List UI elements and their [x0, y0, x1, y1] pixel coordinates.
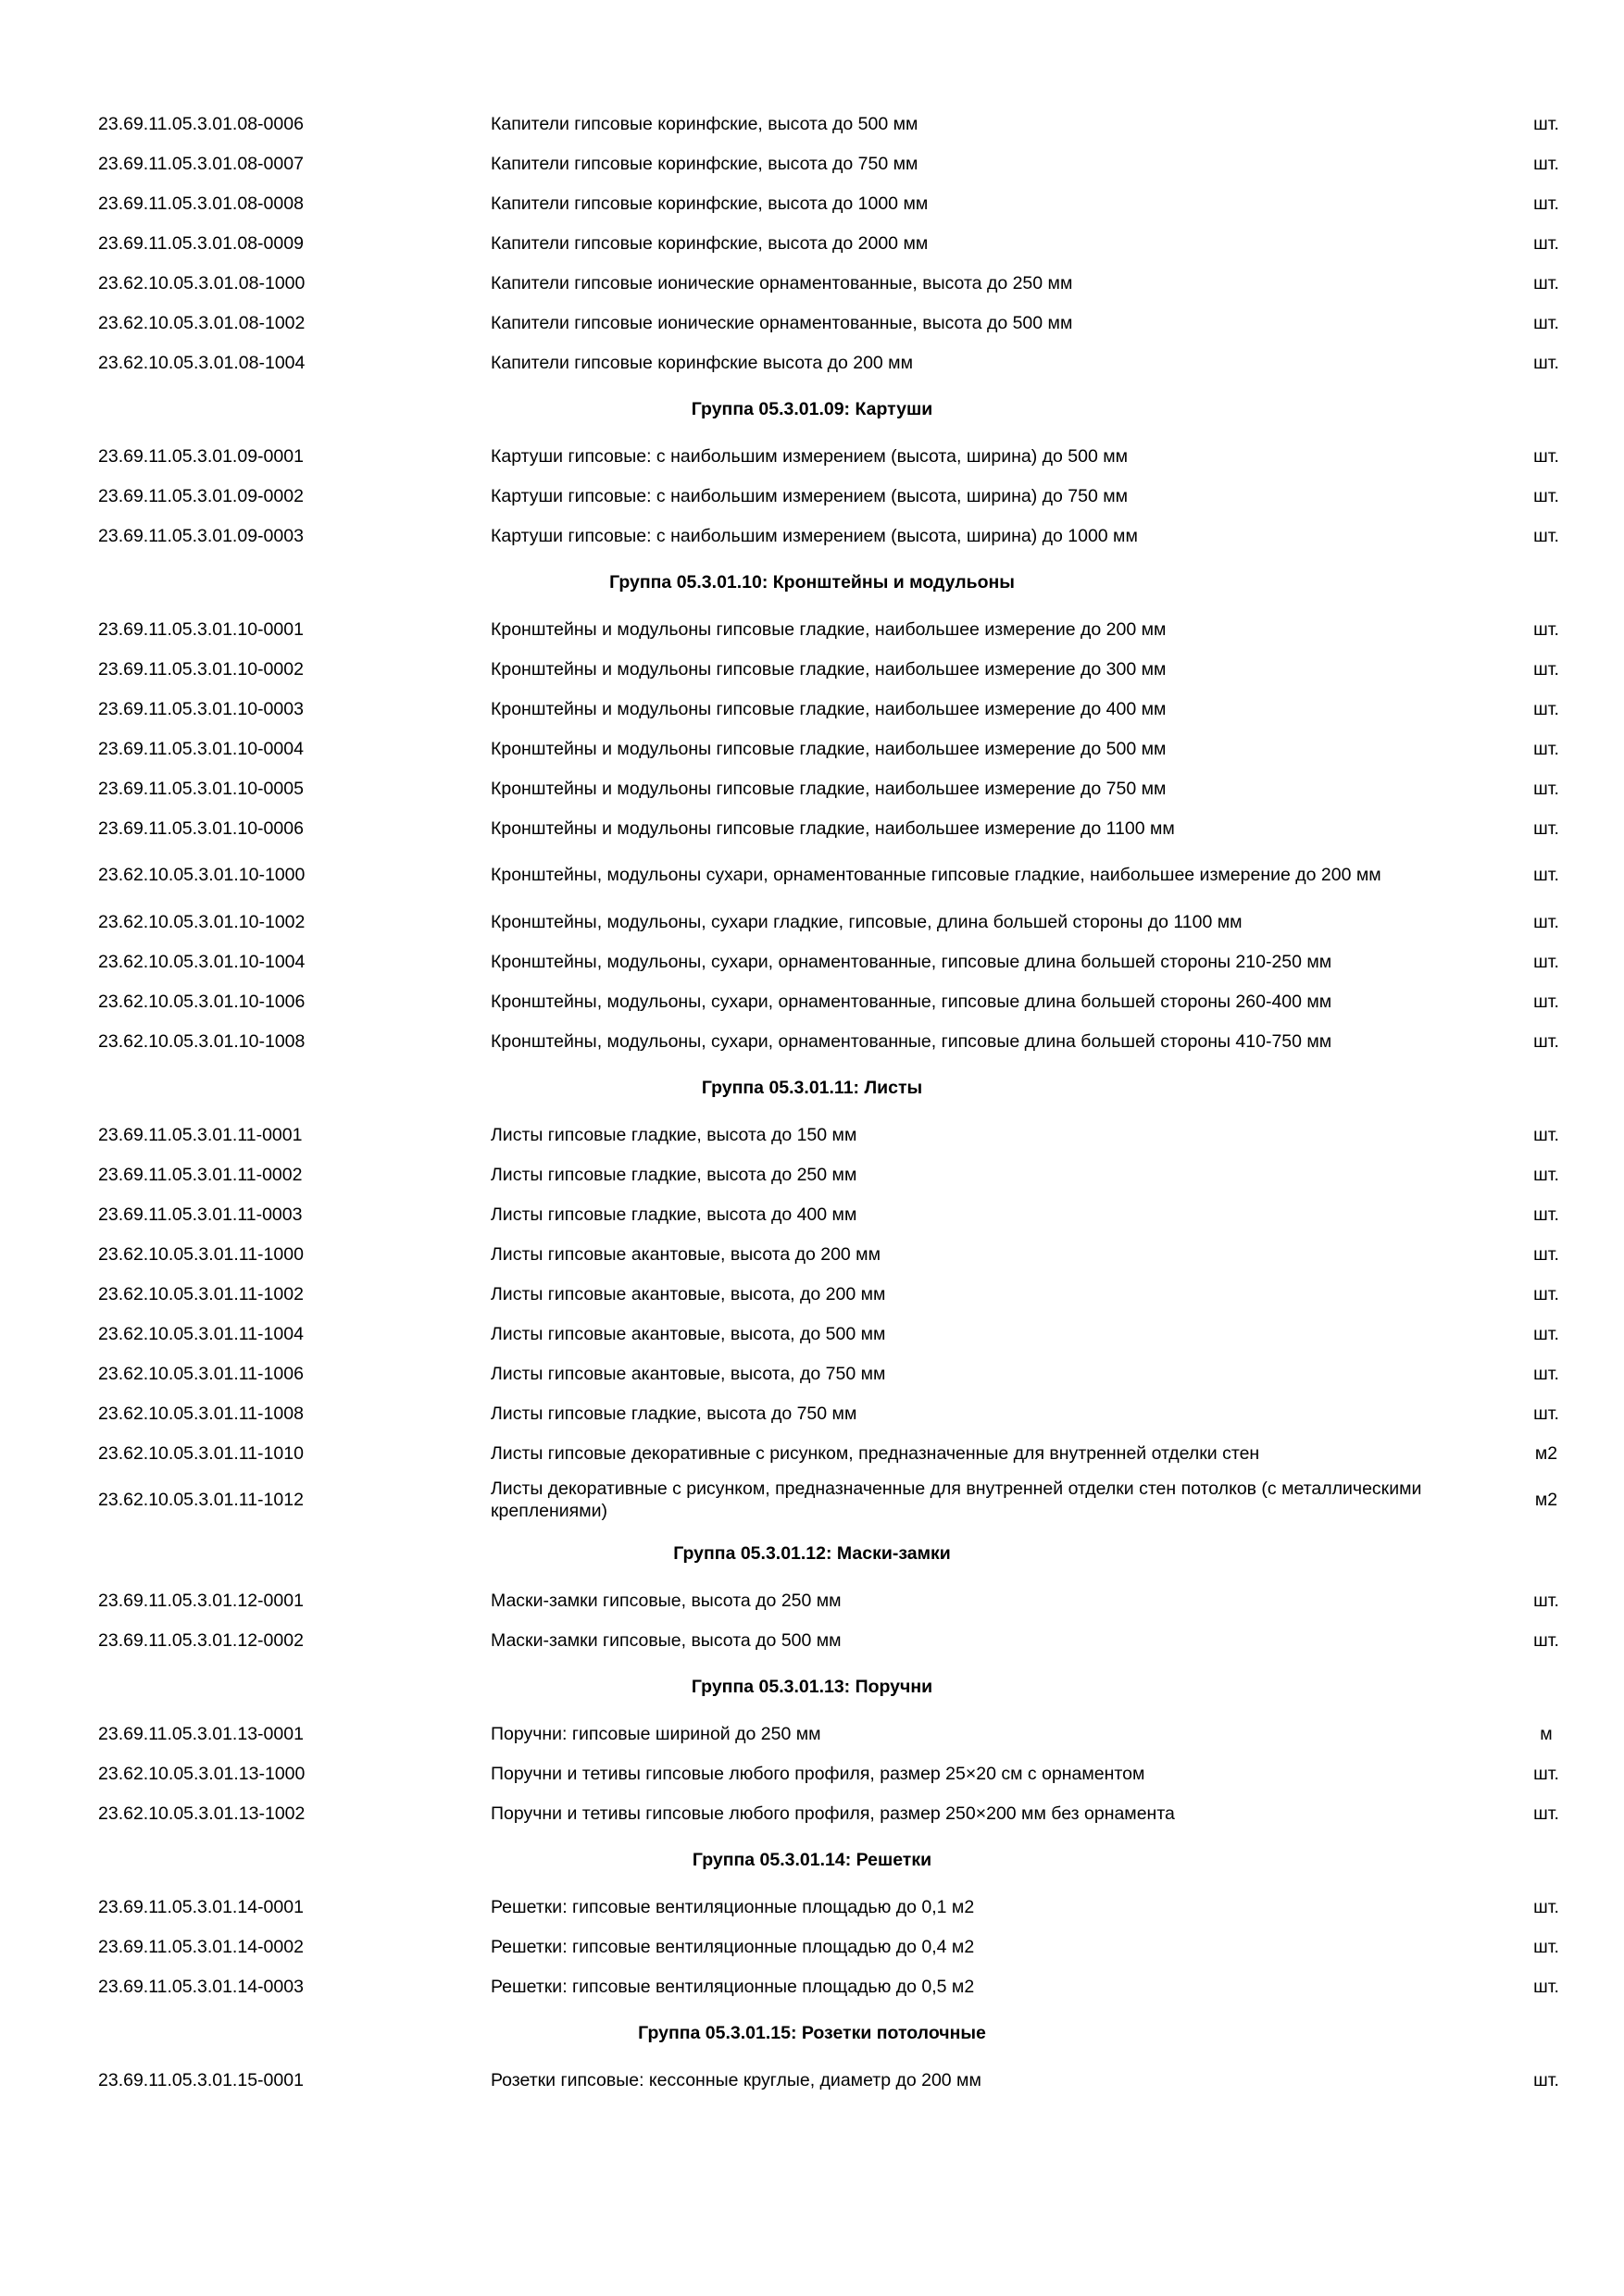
- resource-name: Капители гипсовые коринфские, высота до 2000 мм: [491, 232, 929, 254]
- table-row: [0, 609, 1624, 649]
- resource-code: 23.69.11.05.3.01.08-0006: [98, 113, 304, 134]
- resource-unit: шт.: [1533, 1030, 1559, 1052]
- resource-unit: шт.: [1533, 193, 1559, 214]
- resource-code: 23.69.11.05.3.01.10-0001: [98, 618, 304, 640]
- resource-code: 23.62.10.05.3.01.11-1002: [98, 1283, 304, 1304]
- resource-name: Листы гипсовые акантовые, высота, до 200 мм: [491, 1283, 886, 1304]
- resource-code: 23.62.10.05.3.01.11-1008: [98, 1403, 304, 1424]
- table-row: [0, 1473, 1624, 1527]
- resource-code: 23.62.10.05.3.01.11-1004: [98, 1323, 304, 1344]
- table-row: [0, 516, 1624, 555]
- table-row: [0, 649, 1624, 689]
- resource-name: Листы гипсовые декоративные с рисунком, предназначенные для внутренней отделки стен: [491, 1442, 1260, 1464]
- table-row: [0, 768, 1624, 808]
- resource-name: Розетки гипсовые: кессонные круглые, диаметр до 200 мм: [491, 2069, 981, 2090]
- resource-code: 23.69.11.05.3.01.12-0002: [98, 1629, 304, 1651]
- resource-unit: шт.: [1533, 1204, 1559, 1225]
- resource-unit: шт.: [1533, 445, 1559, 467]
- resource-name: Листы гипсовые акантовые, высота до 200 мм: [491, 1243, 881, 1265]
- group-heading: Группа 05.3.01.09: Картуши: [691, 399, 933, 419]
- resource-code: 23.69.11.05.3.01.11-0003: [98, 1204, 303, 1225]
- resource-unit: шт.: [1533, 778, 1559, 799]
- table-row: [0, 1793, 1624, 1833]
- resource-unit: шт.: [1533, 738, 1559, 759]
- resource-name: Кронштейны, модульоны, сухари, орнаментованные, гипсовые длина большей стороны 410-750 мм: [491, 1030, 1332, 1052]
- resource-code: 23.69.11.05.3.01.10-0006: [98, 817, 304, 839]
- resource-unit: шт.: [1533, 2069, 1559, 2090]
- resource-code: 23.69.11.05.3.01.14-0003: [98, 1976, 304, 1997]
- resource-unit: шт.: [1533, 1590, 1559, 1611]
- resource-name: Капители гипсовые ионические орнаментованные, высота до 500 мм: [491, 312, 1073, 333]
- resource-unit: шт.: [1533, 1283, 1559, 1304]
- resource-name: Капители гипсовые коринфские, высота до 500 мм: [491, 113, 918, 134]
- resource-name: Кронштейны и модульоны гипсовые гладкие, наибольшее измерение до 750 мм: [491, 778, 1167, 799]
- resource-unit: шт.: [1533, 618, 1559, 640]
- resource-code: 23.69.11.05.3.01.14-0001: [98, 1896, 304, 1917]
- table-row: [0, 1887, 1624, 1927]
- resource-name: Листы гипсовые гладкие, высота до 400 мм: [491, 1204, 857, 1225]
- resource-name: Листы декоративные с рисунком, предназначенные для внутренней отделки стен потолков (с металлическими креплениями): [491, 1479, 1422, 1521]
- resource-unit: шт.: [1533, 525, 1559, 546]
- resource-unit: шт.: [1533, 817, 1559, 839]
- table-row: [0, 1274, 1624, 1314]
- resource-unit: шт.: [1533, 1976, 1559, 1997]
- resource-unit: шт.: [1533, 1803, 1559, 1824]
- resource-code: 23.62.10.05.3.01.08-1002: [98, 312, 306, 333]
- resource-unit: шт.: [1533, 1243, 1559, 1265]
- resource-unit: шт.: [1533, 1403, 1559, 1424]
- resource-code: 23.69.11.05.3.01.11-0002: [98, 1164, 303, 1185]
- resource-name: Поручни и тетивы гипсовые любого профиля, размер 250×200 мм без орнамента: [491, 1803, 1175, 1824]
- resource-unit: шт.: [1533, 1763, 1559, 1784]
- resource-name: Решетки: гипсовые вентиляционные площадью до 0,4 м2: [491, 1936, 975, 1957]
- resource-name: Листы гипсовые акантовые, высота, до 750 мм: [491, 1363, 886, 1384]
- group-heading: Группа 05.3.01.11: Листы: [701, 1078, 923, 1098]
- resource-name: Картуши гипсовые: с наибольшим измерением (высота, ширина) до 1000 мм: [491, 525, 1138, 546]
- resource-unit: шт.: [1533, 911, 1559, 932]
- resource-code: 23.62.10.05.3.01.13-1002: [98, 1803, 306, 1824]
- resource-code: 23.69.11.05.3.01.09-0001: [98, 445, 304, 467]
- table-row: [0, 1115, 1624, 1154]
- resource-code: 23.62.10.05.3.01.10-1004: [98, 951, 306, 972]
- resource-code: 23.69.11.05.3.01.15-0001: [98, 2069, 304, 2090]
- table-row: [0, 1234, 1624, 1274]
- resource-unit: м2: [1534, 1442, 1558, 1464]
- resource-code: 23.62.10.05.3.01.11-1006: [98, 1363, 304, 1384]
- table-row: [0, 1021, 1624, 1061]
- table-row: [0, 476, 1624, 516]
- table-row: [0, 981, 1624, 1021]
- resource-code: 23.62.10.05.3.01.11-1000: [98, 1243, 304, 1265]
- resource-unit: м: [1540, 1723, 1553, 1744]
- table-row: [0, 303, 1624, 343]
- table-row: [0, 436, 1624, 476]
- resource-code: 23.62.10.05.3.01.08-1004: [98, 352, 306, 373]
- table-row: [0, 1154, 1624, 1194]
- resource-unit: шт.: [1533, 1323, 1559, 1344]
- resource-code: 23.69.11.05.3.01.10-0003: [98, 698, 304, 719]
- table-row: [0, 1966, 1624, 2006]
- resource-name: Кронштейны и модульоны гипсовые гладкие, наибольшее измерение до 300 мм: [491, 658, 1167, 680]
- resource-name: Листы гипсовые гладкие, высота до 150 мм: [491, 1124, 857, 1145]
- table-row: [0, 1314, 1624, 1354]
- resource-unit: м2: [1534, 1490, 1558, 1510]
- resource-unit: шт.: [1533, 951, 1559, 972]
- resource-code: 23.69.11.05.3.01.14-0002: [98, 1936, 304, 1957]
- resource-name: Решетки: гипсовые вентиляционные площадью до 0,1 м2: [491, 1896, 975, 1917]
- resource-code: 23.62.10.05.3.01.11-1012: [98, 1490, 304, 1510]
- resource-unit: шт.: [1533, 1164, 1559, 1185]
- resource-code: 23.62.10.05.3.01.10-1008: [98, 1030, 306, 1052]
- table-row: [0, 1433, 1624, 1473]
- table-row: [0, 223, 1624, 263]
- table-row: [0, 144, 1624, 183]
- resource-name: Кронштейны, модульоны, сухари, орнаментованные, гипсовые длина большей стороны 260-400 мм: [491, 991, 1332, 1012]
- resource-code: 23.69.11.05.3.01.10-0004: [98, 738, 304, 759]
- resource-name: Капители гипсовые коринфские высота до 200 мм: [491, 352, 913, 373]
- table-row: [0, 183, 1624, 223]
- resource-code: 23.69.11.05.3.01.11-0001: [98, 1124, 303, 1145]
- table-row: [0, 1580, 1624, 1620]
- table-row: [0, 263, 1624, 303]
- resource-name: Листы гипсовые гладкие, высота до 250 мм: [491, 1164, 857, 1185]
- resource-name: Кронштейны и модульоны гипсовые гладкие, наибольшее измерение до 400 мм: [491, 698, 1167, 719]
- resource-code: 23.62.10.05.3.01.08-1000: [98, 272, 306, 293]
- resource-unit: шт.: [1533, 232, 1559, 254]
- resource-name: Листы гипсовые гладкие, высота до 750 мм: [491, 1403, 857, 1424]
- table-row: [0, 1927, 1624, 1966]
- resource-name: Кронштейны и модульоны гипсовые гладкие, наибольшее измерение до 500 мм: [491, 738, 1167, 759]
- group-heading: Группа 05.3.01.12: Маски-замки: [673, 1543, 951, 1564]
- resource-unit: шт.: [1533, 865, 1559, 885]
- resource-code: 23.62.10.05.3.01.10-1002: [98, 911, 306, 932]
- table-row: [0, 2060, 1624, 2100]
- table-row: [0, 902, 1624, 942]
- resource-code: 23.69.11.05.3.01.09-0003: [98, 525, 304, 546]
- resource-unit: шт.: [1533, 153, 1559, 174]
- resource-code: 23.62.10.05.3.01.11-1010: [98, 1442, 304, 1464]
- resource-code: 23.62.10.05.3.01.10-1006: [98, 991, 306, 1012]
- resource-code: 23.69.11.05.3.01.08-0009: [98, 232, 304, 254]
- table-row: [0, 1354, 1624, 1393]
- group-heading: Группа 05.3.01.13: Поручни: [691, 1677, 933, 1697]
- resource-unit: шт.: [1533, 352, 1559, 373]
- resource-unit: шт.: [1533, 312, 1559, 333]
- resource-code: 23.62.10.05.3.01.10-1000: [98, 865, 306, 885]
- table-row: [0, 848, 1624, 902]
- resource-code: 23.62.10.05.3.01.13-1000: [98, 1763, 306, 1784]
- table-row: [0, 1620, 1624, 1660]
- table-row: [0, 1753, 1624, 1793]
- resource-name: Кронштейны и модульоны гипсовые гладкие, наибольшее измерение до 1100 мм: [491, 817, 1175, 839]
- resource-name: Поручни: гипсовые шириной до 250 мм: [491, 1723, 821, 1744]
- resource-name: Маски-замки гипсовые, высота до 250 мм: [491, 1590, 842, 1611]
- table-row: [0, 942, 1624, 981]
- group-heading: Группа 05.3.01.14: Решетки: [692, 1850, 932, 1870]
- resource-name: Капители гипсовые ионические орнаментованные, высота до 250 мм: [491, 272, 1073, 293]
- resource-unit: шт.: [1533, 991, 1559, 1012]
- resource-name: Капители гипсовые коринфские, высота до 1000 мм: [491, 193, 929, 214]
- group-heading: Группа 05.3.01.15: Розетки потолочные: [638, 2023, 986, 2043]
- price-document: [0, 104, 1624, 2100]
- table-row: [0, 1393, 1624, 1433]
- group-heading: Группа 05.3.01.10: Кронштейны и модульоны: [609, 572, 1015, 593]
- resource-code: 23.69.11.05.3.01.10-0002: [98, 658, 304, 680]
- resource-name: Поручни и тетивы гипсовые любого профиля, размер 25×20 см с орнаментом: [491, 1763, 1145, 1784]
- table-row: [0, 689, 1624, 729]
- table-row: [0, 343, 1624, 382]
- table-row: [0, 1194, 1624, 1234]
- resource-name: Картуши гипсовые: с наибольшим измерением (высота, ширина) до 750 мм: [491, 485, 1129, 506]
- resource-unit: шт.: [1533, 1629, 1559, 1651]
- resource-name: Кронштейны, модульоны, сухари гладкие, гипсовые, длина большей стороны до 1100 мм: [491, 911, 1243, 932]
- resource-code: 23.69.11.05.3.01.10-0005: [98, 778, 304, 799]
- resource-unit: шт.: [1533, 485, 1559, 506]
- resource-code: 23.69.11.05.3.01.09-0002: [98, 485, 304, 506]
- resource-name: Маски-замки гипсовые, высота до 500 мм: [491, 1629, 842, 1651]
- resource-unit: шт.: [1533, 698, 1559, 719]
- resource-name: Решетки: гипсовые вентиляционные площадью до 0,5 м2: [491, 1976, 975, 1997]
- resource-name: Кронштейны и модульоны гипсовые гладкие, наибольшее измерение до 200 мм: [491, 618, 1167, 640]
- resource-code: 23.69.11.05.3.01.12-0001: [98, 1590, 304, 1611]
- resource-unit: шт.: [1533, 272, 1559, 293]
- resource-unit: шт.: [1533, 658, 1559, 680]
- resource-code: 23.69.11.05.3.01.08-0007: [98, 153, 304, 174]
- resource-unit: шт.: [1533, 1896, 1559, 1917]
- table-row: [0, 1714, 1624, 1753]
- resource-name: Листы гипсовые акантовые, высота, до 500 мм: [491, 1323, 886, 1344]
- resource-name: Кронштейны, модульоны, сухари, орнаментованные, гипсовые длина большей стороны 210-250 мм: [491, 951, 1332, 972]
- resource-unit: шт.: [1533, 113, 1559, 134]
- resource-code: 23.69.11.05.3.01.08-0008: [98, 193, 304, 214]
- resource-name: Кронштейны, модульоны сухари, орнаментованные гипсовые гладкие, наибольшее измерение до 200 мм: [491, 865, 1381, 885]
- table-row: [0, 104, 1624, 144]
- table-row: [0, 808, 1624, 848]
- resource-name: Картуши гипсовые: с наибольшим измерением (высота, ширина) до 500 мм: [491, 445, 1129, 467]
- table-row: [0, 729, 1624, 768]
- resource-unit: шт.: [1533, 1936, 1559, 1957]
- resource-unit: шт.: [1533, 1124, 1559, 1145]
- resource-name: Капители гипсовые коринфские, высота до 750 мм: [491, 153, 918, 174]
- resource-unit: шт.: [1533, 1363, 1559, 1384]
- resource-code: 23.69.11.05.3.01.13-0001: [98, 1723, 304, 1744]
